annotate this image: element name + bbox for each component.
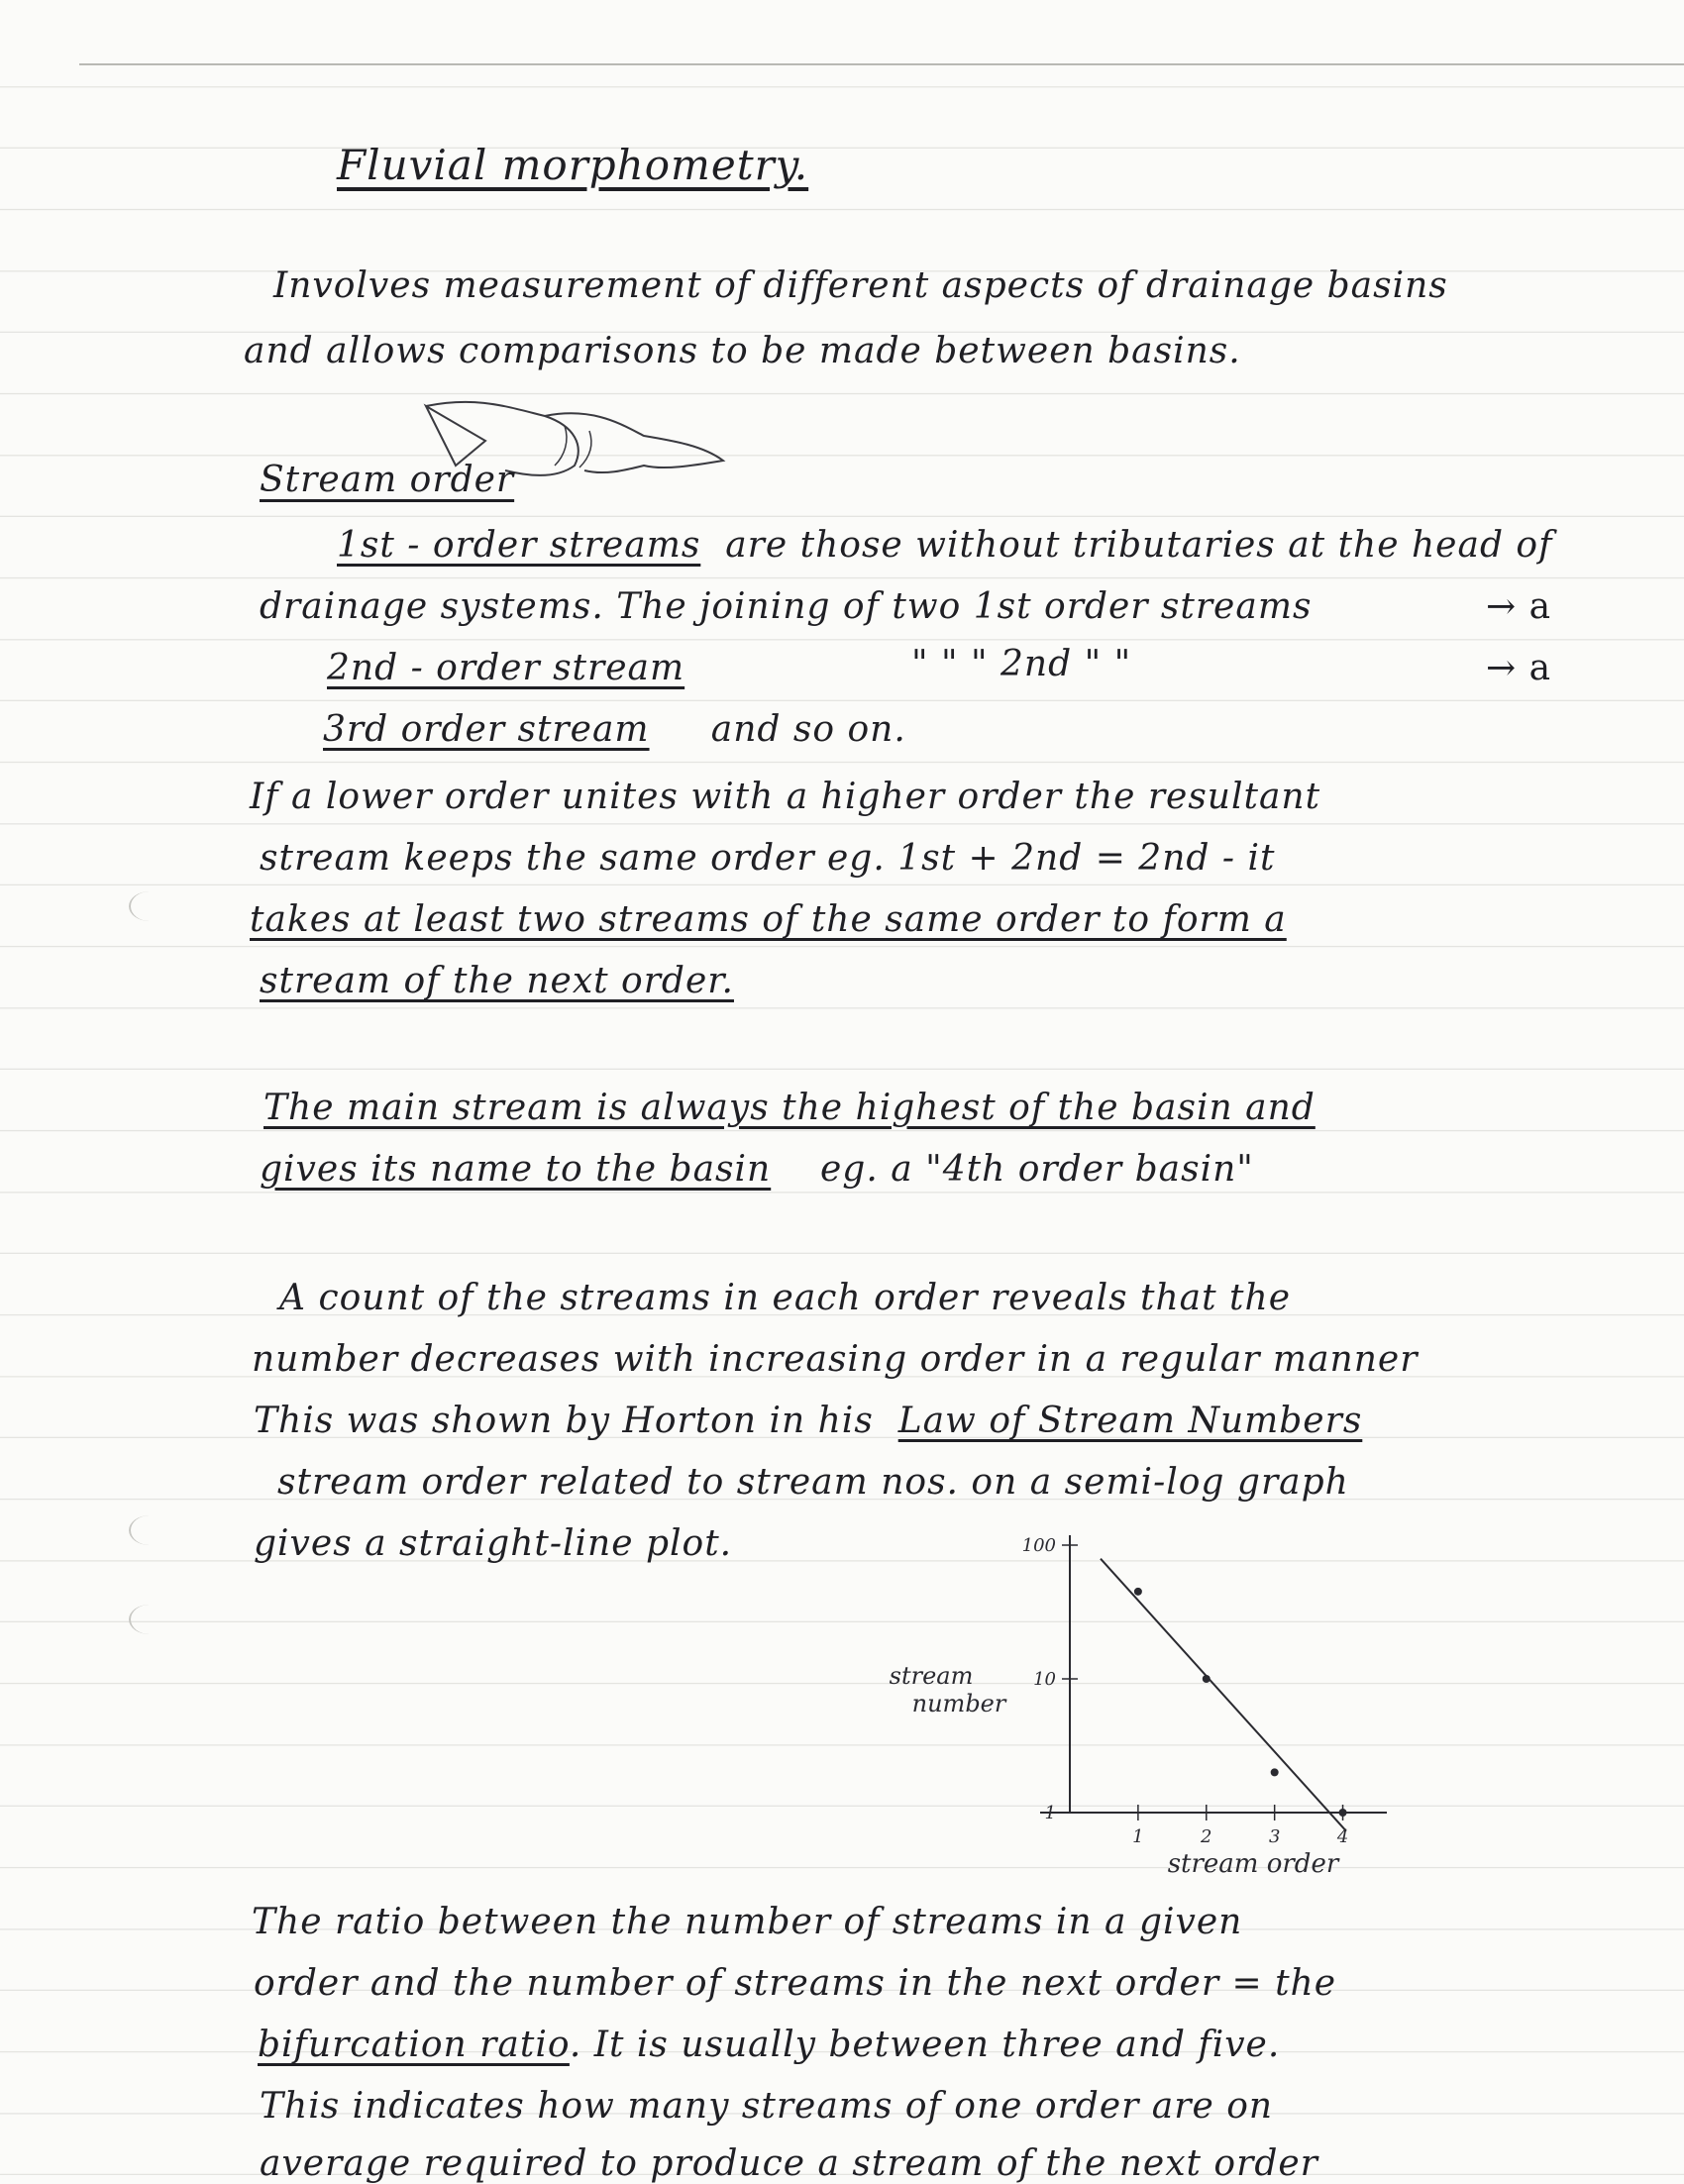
bifurcation-line: The ratio between the number of streams in a given	[252, 1902, 1243, 1942]
rule-line: stream keeps the same order eg. 1st + 2nd = 2nd - it	[260, 838, 1276, 879]
horton-line	[254, 1401, 1362, 1441]
y-axis-label: number	[911, 1690, 1006, 1717]
binder-hole	[129, 1515, 170, 1545]
main-stream-line: The main stream is always the highest of the basin and	[263, 1088, 1316, 1128]
order-text: are those without tributaries at the head of	[725, 525, 1553, 566]
main-stream-text: gives its name to the basin	[260, 1149, 772, 1190]
data-point	[1203, 1675, 1210, 1683]
page-title: Fluvial morphometry.	[337, 141, 809, 189]
rule-line: stream of the next order.	[260, 961, 734, 1001]
top-rule	[79, 63, 1684, 65]
horton-text: This was shown by Horton in his	[254, 1401, 874, 1441]
main-stream-example: eg. a "4th order basin"	[820, 1149, 1254, 1190]
horton-line: stream order related to stream nos. on a semi-log graph	[277, 1462, 1349, 1503]
x-tick-label: 4	[1336, 1826, 1349, 1847]
section-heading-stream-order: Stream order	[260, 460, 515, 500]
data-point	[1134, 1588, 1142, 1596]
order-line	[323, 709, 906, 750]
horton-line: gives a straight-line plot.	[254, 1523, 733, 1564]
bifurcation-line: This indicates how many streams of one order are on	[260, 2086, 1274, 2127]
order-text: drainage systems. The joining of two 1st order streams	[260, 586, 1313, 627]
x-tick-label: 2	[1201, 1826, 1212, 1847]
first-order-term: 1st - order streams	[337, 525, 701, 566]
trend-line	[1101, 1559, 1346, 1831]
y-tick-label: 1	[1044, 1803, 1056, 1823]
arrow-a: → a	[1486, 586, 1552, 627]
y-tick-label: 100	[1021, 1535, 1056, 1556]
bifurcation-line: average required to produce a stream of the next order	[260, 2143, 1318, 2184]
arrow-a: → a	[1486, 648, 1552, 688]
rule-line: If a lower order unites with a higher order the resultant	[250, 777, 1321, 817]
order-line	[327, 648, 684, 688]
third-order-term: 3rd order stream	[323, 709, 650, 750]
data-point	[1339, 1809, 1347, 1817]
law-of-stream-numbers: Law of Stream Numbers	[897, 1401, 1363, 1441]
binder-hole	[129, 1605, 170, 1634]
bifurcation-line	[258, 2025, 1280, 2065]
data-point	[1271, 1768, 1279, 1776]
x-tick-label: 3	[1268, 1826, 1281, 1847]
horton-line: A count of the streams in each order reveals that the	[279, 1278, 1291, 1318]
intro-line: Involves measurement of different aspects of drainage basins	[273, 265, 1448, 306]
bifurcation-text: . It is usually between three and five.	[569, 2025, 1281, 2065]
x-tick-label: 1	[1132, 1826, 1144, 1847]
bifurcation-line: order and the number of streams in the next order = the	[254, 1963, 1337, 2004]
y-tick-label: 10	[1033, 1669, 1056, 1690]
horton-line: number decreases with increasing order in a regular manner	[252, 1339, 1419, 1380]
main-stream-line	[260, 1149, 1254, 1190]
x-axis-label: stream order	[1167, 1849, 1339, 1879]
order-line	[337, 525, 1552, 566]
second-order-term: 2nd - order stream	[327, 648, 685, 688]
order-text: and so on.	[710, 709, 906, 750]
binder-hole	[129, 891, 170, 921]
bifurcation-term: bifurcation ratio	[258, 2025, 570, 2065]
order-line	[260, 586, 1312, 627]
rule-line: takes at least two streams of the same order to form a	[250, 899, 1287, 940]
ditto-marks: " " " 2nd " "	[911, 644, 1132, 684]
y-axis-label: stream	[889, 1662, 974, 1690]
intro-line: and allows comparisons to be made between basins.	[244, 331, 1241, 371]
semi-log-chart	[812, 1525, 1426, 1892]
